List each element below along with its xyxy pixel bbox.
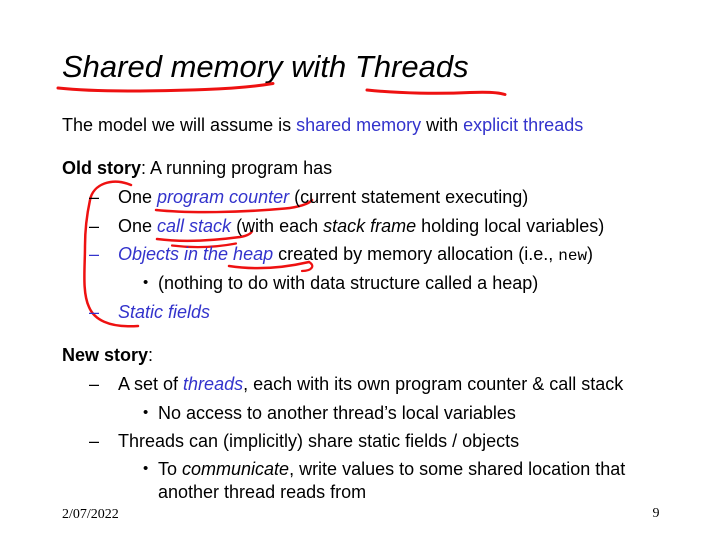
text-segment: (with each <box>231 216 324 236</box>
slide-line <box>0 481 720 505</box>
line-text <box>62 114 583 136</box>
dash-bullet-marker: – <box>89 374 100 394</box>
line-text <box>118 186 528 208</box>
slide-line <box>0 186 720 210</box>
dash-bullet-marker: – <box>89 302 100 322</box>
text-segment: communicate <box>182 459 290 479</box>
line-text <box>118 301 210 323</box>
text-segment: stack frame <box>323 216 417 236</box>
slide-line <box>0 215 720 239</box>
red-underline-shared-memory-ink <box>58 84 273 92</box>
slide-line <box>0 157 720 181</box>
text-segment: program counter <box>157 187 290 207</box>
text-segment: To <box>158 459 183 479</box>
text-segment: , each with its own program counter & call stack <box>243 374 624 394</box>
slide-line <box>0 373 720 397</box>
text-segment: Static fields <box>118 302 211 322</box>
slide-line <box>0 272 720 296</box>
text-segment: another thread reads from <box>158 482 367 502</box>
text-segment: Threads can (implicitly) share static fields / objects <box>118 431 520 451</box>
line-text <box>118 430 519 452</box>
line-text <box>158 458 625 480</box>
text-segment: shared memory <box>296 115 422 135</box>
footer-page-number: 9 <box>652 506 660 521</box>
text-segment: A set of <box>118 374 184 394</box>
text-segment: The model we will assume is <box>62 115 297 135</box>
text-segment: : A running program has <box>141 158 333 178</box>
text-segment: created by memory allocation (i.e., <box>273 244 559 264</box>
text-segment: new <box>558 247 588 265</box>
text-segment: No access to another thread’s local variables <box>158 403 516 423</box>
text-segment: : <box>148 345 154 365</box>
slide-line <box>0 402 720 426</box>
slide-line <box>0 243 720 267</box>
text-segment: ) <box>587 244 594 264</box>
line-text <box>118 373 623 395</box>
dash-bullet-marker: – <box>89 244 100 264</box>
slide-line <box>0 458 720 482</box>
text-segment: call stack <box>157 216 232 236</box>
dash-bullet-marker: – <box>89 187 100 207</box>
slide-line <box>0 114 720 138</box>
dot-bullet-marker: • <box>143 460 149 477</box>
line-text <box>158 481 366 503</box>
text-segment: (nothing to do with data structure called a heap) <box>158 273 539 293</box>
text-segment: explicit threads <box>463 115 584 135</box>
red-underline-threads-ink <box>367 90 505 95</box>
text-segment: threads <box>183 374 244 394</box>
line-text <box>118 215 604 237</box>
line-text <box>118 243 593 267</box>
slide-line <box>0 430 720 454</box>
slide-line <box>0 344 720 368</box>
slide-title: Shared memory with Threads <box>62 49 469 84</box>
text-segment: holding local variables) <box>416 216 605 236</box>
line-text <box>62 344 153 366</box>
text-segment: , write values to some shared location that <box>289 459 626 479</box>
line-text <box>158 272 538 294</box>
text-segment: One <box>118 187 158 207</box>
line-text <box>62 157 332 179</box>
dot-bullet-marker: • <box>143 404 149 421</box>
text-segment: (current statement executing) <box>289 187 529 207</box>
slide-line <box>0 301 720 325</box>
text-segment: New story <box>62 345 149 365</box>
text-segment: One <box>118 216 158 236</box>
footer-date: 2/07/2022 <box>62 507 119 522</box>
dash-bullet-marker: – <box>89 216 100 236</box>
text-segment: Old story <box>62 158 142 178</box>
line-text <box>158 402 516 424</box>
dot-bullet-marker: • <box>143 274 149 291</box>
dash-bullet-marker: – <box>89 431 100 451</box>
text-segment: with <box>421 115 464 135</box>
text-segment: Objects in the heap <box>118 244 274 264</box>
